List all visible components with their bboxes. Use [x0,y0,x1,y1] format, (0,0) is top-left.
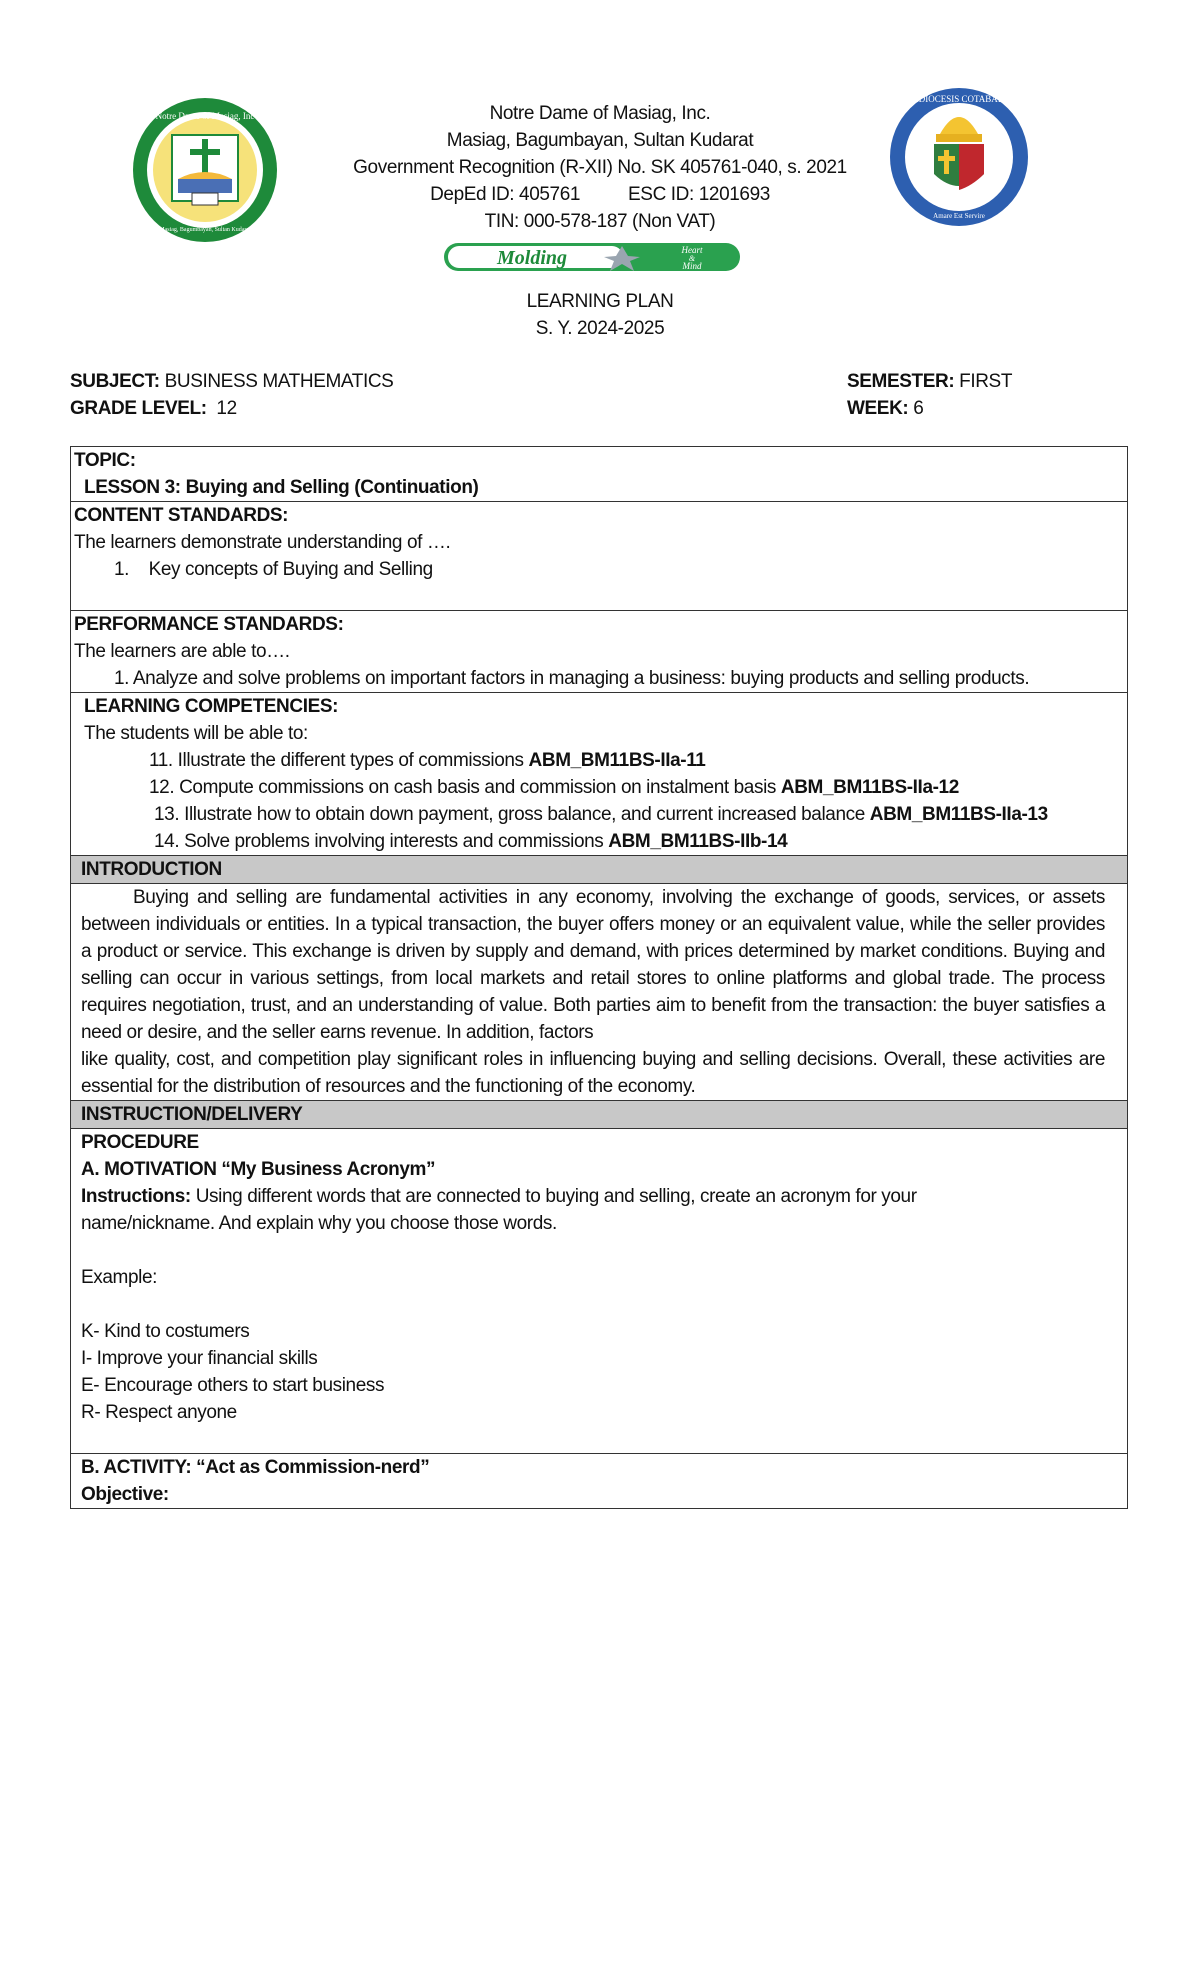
school-address: Masiag, Bagumbayan, Sultan Kudarat [446,130,754,151]
content-standards-label: CONTENT STANDARDS: [74,505,289,526]
government-recognition: Government Recognition (R-XII) No. SK 405761-040, s. 2021 [353,157,847,178]
school-header [300,100,900,235]
topic-label: TOPIC: [74,450,136,471]
instruction-delivery-header: INSTRUCTION/DELIVERY [71,1101,1127,1129]
school-year: S. Y. 2024-2025 [535,318,665,339]
performance-standards-row [71,611,1127,693]
svg-text:&: & [688,254,696,263]
example-item: I- Improve your financial skills [81,1348,318,1369]
semester-label: SEMESTER: [847,371,955,392]
svg-text:Heart: Heart [681,245,703,255]
content-standards-item: 1. Key concepts of Buying and Selling [114,559,433,580]
subject-value: BUSINESS MATHEMATICS [164,371,394,392]
svg-text:Molding: Molding [496,247,568,269]
semester-value: FIRST [959,371,1013,392]
deped-id: DepEd ID: 405761 [430,184,581,205]
procedure-label: PROCEDURE [81,1132,199,1153]
example-item: R- Respect anyone [81,1402,237,1423]
svg-text:Mind: Mind [682,261,702,271]
content-standards-row [71,502,1127,611]
svg-text:Amare Est Servire: Amare Est Servire [933,212,985,220]
lesson-title: LESSON 3: Buying and Selling (Continuation) [84,477,479,498]
objective-label: Objective: [81,1484,169,1505]
svg-text:Notre Dame of Masiag, Inc: Notre Dame of Masiag, Inc [155,111,255,121]
school-seal-logo [130,95,280,245]
example-item: K- Kind to costumers [81,1321,250,1342]
content-standards-intro: The learners demonstrate understanding of …. [74,532,451,553]
introduction-body [71,884,1127,1101]
activity-section [71,1454,1127,1508]
school-name: Notre Dame of Masiag, Inc. [489,103,711,124]
competencies-label: LEARNING COMPETENCIES: [84,696,339,717]
esc-id: ESC ID: 1201693 [628,184,770,205]
competency-item: 14. Solve problems involving interests and commissions ABM_BM11BS-IIb-14 [154,831,788,852]
topic-row [71,447,1127,502]
svg-text:Masiag, Bagumbayan, Sultan Kud: Masiag, Bagumbayan, Sultan Kudarat [159,227,251,233]
learning-plan-table [70,446,1128,1509]
subject-grade-block [70,368,393,422]
competency-item: 12. Compute commissions on cash basis and commission on instalment basis ABM_BM11BS-IIa-12 [149,777,959,798]
week-value: 6 [913,398,924,419]
molding-heart-mind-banner [442,240,742,274]
semester-week-block [847,368,1012,422]
performance-standards-item: 1. Analyze and solve problems on important factors in managing a business: buying products and selling products. [114,668,1030,689]
tin-number: TIN: 000-578-187 (Non VAT) [484,211,716,232]
introduction-paragraph: Buying and selling are fundamental activities in any economy, involving the exchange of goods, services, or assets between individuals or entities. In a typical transaction, the buyer offers money or an equivalent value, while the seller provides a product or service. This exchange is driven by supply and demand, with prices determined by market conditions. Buying and selling can occur in various settings, from local markets and retail stores to online platforms and global trade. The process requires negotiation, trust, and an understanding of value. Both parties aim to benefit from the transaction: the buyer satisfies a need or desire, and the seller earns revenue. In addition, factors [81,887,1105,1043]
grade-label: GRADE LEVEL: [70,398,207,419]
competencies-row [71,693,1127,856]
introduction-paragraph: like quality, cost, and competition play significant roles in influencing buying and selling decisions. Overall, these activities are essential for the distribution of resources and the functioning of the economy. [81,1049,1105,1097]
week-label: WEEK: [847,398,909,419]
example-item: E- Encourage others to start business [81,1375,385,1396]
performance-standards-intro: The learners are able to…. [74,641,290,662]
competency-item: 11. Illustrate the different types of commissions ABM_BM11BS-IIa-11 [149,750,706,771]
instructions-text-cont: name/nickname. And explain why you choose those words. [81,1213,557,1234]
archdiocese-seal-logo [888,86,1030,228]
grade-value: 12 [216,398,237,419]
document-title: LEARNING PLAN [526,291,674,312]
plan-title-block [300,288,900,342]
competencies-intro: The students will be able to: [84,723,308,744]
performance-standards-label: PERFORMANCE STANDARDS: [74,614,344,635]
school-ids [300,181,900,208]
motivation-title: A. MOTIVATION “My Business Acronym” [81,1159,436,1180]
activity-title: B. ACTIVITY: “Act as Commission-nerd” [81,1457,430,1478]
example-label: Example: [81,1267,158,1288]
svg-text:ARCHIDIOCESIS COTABATENSIS: ARCHIDIOCESIS COTABATENSIS [890,94,1028,104]
competency-item: 13. Illustrate how to obtain down payment, gross balance, and current increased balance ABM_BM11BS-IIa-13 [154,804,1048,825]
subject-label: SUBJECT: [70,371,160,392]
procedure-section [71,1129,1127,1454]
instructions-text: Instructions: Using different words that are connected to buying and selling, create an acronym for your [81,1186,917,1207]
introduction-header: INTRODUCTION [71,856,1127,884]
